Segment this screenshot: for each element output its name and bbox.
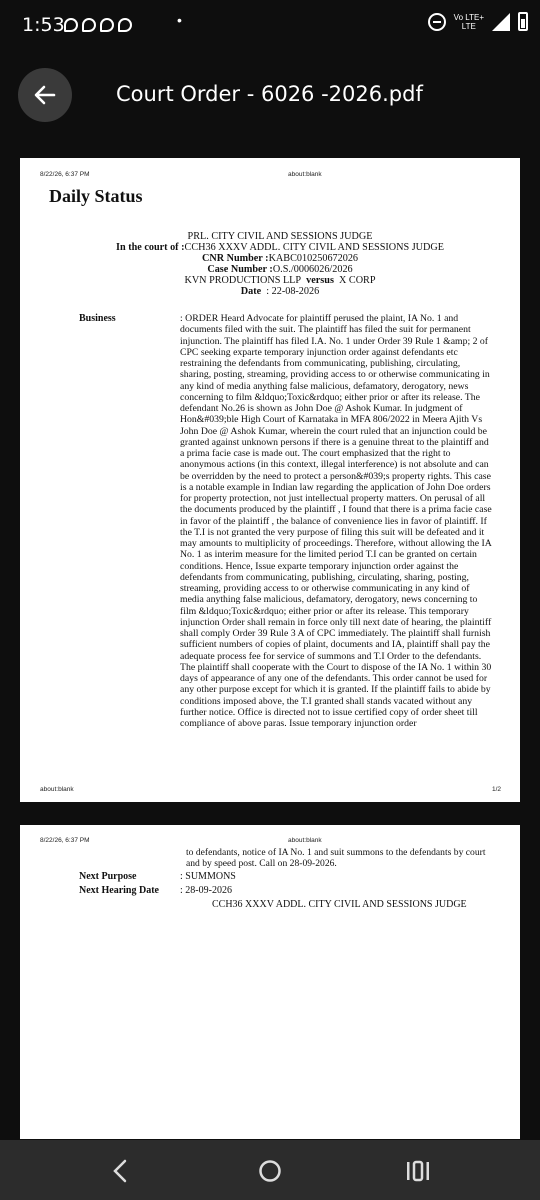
case-line xyxy=(100,264,460,275)
pdf-page-2[interactable] xyxy=(20,825,520,1139)
more-notifications-dot: • xyxy=(177,12,182,28)
recents-nav-icon[interactable] xyxy=(405,1159,431,1183)
cnr-label: CNR Number : xyxy=(201,253,269,264)
signal-icon xyxy=(492,13,510,31)
party-plaintiff: KVN PRODUCTIONS LLP xyxy=(184,275,302,286)
next-hearing-label: Next Hearing Date xyxy=(79,885,159,896)
chat-notification-icon xyxy=(64,18,78,32)
network-type xyxy=(454,13,484,31)
next-purpose-value: : SUMMONS xyxy=(180,871,236,882)
footer-source: about:blank xyxy=(40,786,74,793)
party-defendant: X CORP xyxy=(339,275,376,286)
network-top-label: Vo LTE+ xyxy=(453,12,484,22)
versus-label: versus xyxy=(306,275,334,286)
date-value: : 22-08-2026 xyxy=(266,286,320,297)
arrow-left-icon xyxy=(32,82,58,108)
page-title: Daily Status xyxy=(49,186,143,206)
case-label: Case Number : xyxy=(207,264,273,275)
court-line: PRL. CITY CIVIL AND SESSIONS JUDGE xyxy=(187,231,373,242)
notification-icons xyxy=(64,18,132,32)
print-source: about:blank xyxy=(288,837,322,844)
back-nav-icon[interactable] xyxy=(112,1159,128,1183)
date-label: Date xyxy=(240,286,262,297)
court-header xyxy=(100,231,460,297)
print-timestamp: 8/22/26, 6:37 PM xyxy=(40,837,90,844)
page-number: 1/2 xyxy=(492,786,502,793)
app-bar xyxy=(0,60,540,130)
chat-notification-icon xyxy=(100,18,114,32)
home-nav-icon[interactable] xyxy=(258,1159,282,1183)
business-text: : ORDER Heard Advocate for plaintiff perused the plaint, IA No. 1 and documents filed with the suit. The plaintiff has filed the suit for permanent injunction. The plaintiff has filed I.A. No. 1 under Order 39 Rule 1 &amp; 2 of CPC seeking exparte temporary injunction order against defendants etc restraining the defendants from communicating, publishing, circulating, sharing, posting, streaming, providing access to or otherwise communicating in any kind of media anything false malicious, defamatory, derogatory, news concerning to film &ldquo;Toxic&rdquo; either prior or after its release. The defendant No.26 is shown as John Doe @ Ashok Kumar. In judgment of Hon&#039;ble High Court of Karnataka in MFA 806/2022 in Meera Ajith Vs John Doe @ Ashok Kumar, wherein the court ruled that an injunction could be granted against unknown persons if there is a genuine threat to the plaintiff and a prima facie case is made out. The court emphasized that the right to anonymous actions (in this context, illegal interference) is not absolute and can be overridden by the need to protect a person&#039;s property rights. This case is a notable example in Indian law regarding the application of John Doe orders for property protection, not just intellectual property matters. On perusal of all the documents produced by the plaintiff , I found that there is a prima facie case in favor of the plaintiff , the balance of convenience lies in favor of plaintiff. If the T.I is not granted the very purpose of filing this suit will be defeated and it may amounts to multiplicity of proceedings. Therefore, without allowing the IA No. 1 as interim measure for the limited period T.I can be granted on certain conditions. Hence, Issue exparte temporary injunction order against the defendants from communicating, publishing, circulating, sharing, posting, streaming, providing access to or otherwise communicating in any kind of media anything false malicious, defamatory, derogatory, news concerning to film &ldquo;Toxic&rdquo; either prior or after its release. This temporary injunction Order shall remain in force only till next date of hearing, the plaintiff shall comply Order 39 Rule 3 A of CPC immediately. The plaintiff shall furnish sufficient numbers of copies of plaint, documents and IA, plaintiff shall pay the adequate process fee for service of summons and T.I Order to the defendants. The plaintiff shall cooperate with the Court to dispose of the IA No. 1 within 30 days of appearance of any one of the defendants. This order cannot be used for any other purpose except for which it is granted. If the plaintiff fails to abide by conditions imposed above, the T.I granted shall stands vacated without any further notice. Office is directed not to issue certified copy of order sheet till compliance of above paras. Issue temporary injunction order xyxy=(180,313,492,729)
case-value: O.S./0006026/2026 xyxy=(272,264,353,275)
court-of-line xyxy=(100,242,460,253)
network-bottom-label: LTE xyxy=(461,21,476,31)
chat-notification-icon xyxy=(118,18,132,32)
status-bar xyxy=(0,0,540,50)
print-timestamp: 8/22/26, 6:37 PM xyxy=(40,171,90,178)
date-line xyxy=(100,286,460,297)
cnr-value: KABC010250672026 xyxy=(268,253,359,264)
system-icons xyxy=(428,12,528,31)
battery-icon xyxy=(518,12,528,31)
continued-text: to defendants, notice of IA No. 1 and suit summons to the defendants by court and by speed post. Call on 28-09-2026. xyxy=(186,847,486,870)
next-purpose-label: Next Purpose xyxy=(79,871,137,882)
parties-line xyxy=(100,275,460,286)
document-title: Court Order - 6026 -2026.pdf xyxy=(116,82,423,106)
judge-line: CCH36 XXXV ADDL. CITY CIVIL AND SESSIONS JUDGE xyxy=(212,899,467,910)
back-button[interactable] xyxy=(18,68,72,122)
do-not-disturb-icon xyxy=(428,13,446,31)
business-label: Business xyxy=(79,313,116,324)
court-of-label: In the court of : xyxy=(116,242,185,253)
chat-notification-icon xyxy=(82,18,96,32)
cnr-line xyxy=(100,253,460,264)
next-hearing-value: : 28-09-2026 xyxy=(180,885,232,896)
navigation-bar xyxy=(0,1140,540,1200)
court-of-value: CCH36 XXXV ADDL. CITY CIVIL AND SESSIONS JUDGE xyxy=(184,242,444,253)
print-source: about:blank xyxy=(288,171,322,178)
status-time: 1:53 xyxy=(22,14,65,36)
pdf-page-1[interactable] xyxy=(20,158,520,802)
